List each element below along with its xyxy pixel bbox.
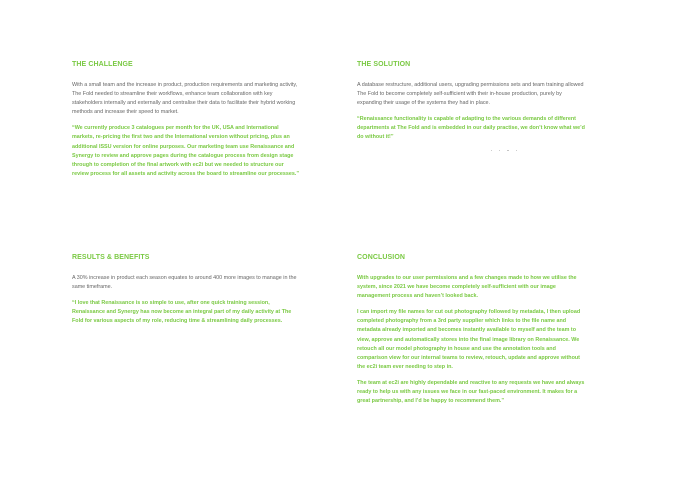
challenge-section bbox=[72, 61, 300, 186]
challenge-heading: THE CHALLENGE bbox=[72, 61, 133, 68]
conclusion-paragraph-1: With upgrades to our user permissions and a few changes made to how we utilise the system, since 2021 we have become completely self-sufficient with our image management process and haven’t looked back. bbox=[357, 275, 577, 300]
conclusion-heading: CONCLUSION bbox=[357, 254, 406, 261]
conclusion-section bbox=[357, 254, 585, 413]
solution-section bbox=[357, 61, 585, 151]
dot bbox=[507, 150, 508, 151]
solution-body: A database restructure, additional users, upgrading permissions sets and team training allowed The Fold to become completely self-sufficient with their in-house production, purely by expanding their usage of the systems they had in place. bbox=[357, 82, 584, 107]
conclusion-paragraph-3: The team at ec2i are highly dependable and reactive to any requests we have and always ready to help us with any issues we face in our fast-paced environment. It makes for a great partnership, and I’d be happy to recommend them.” bbox=[357, 379, 585, 405]
dot bbox=[491, 150, 492, 151]
conclusion-paragraph-2: I can import my file names for cut out photography followed by metadata, I then upload completed photography from a 3rd party supplier which links to the file name and metadata already imported and becomes instantly available to myself and the team to view, approve and automatically stores into the final image library on Renaissance. We retouch all our model photography in house and use the annotation tools and comparison view for our internal teams to review, retouch, update and approve without the ec2i team ever needing to step in. bbox=[357, 309, 581, 370]
dot bbox=[516, 150, 517, 151]
results-quote: “I love that Renaissance is so simple to use, after one quick training session, Renaissance and Synergy has now become an integral part of my daily activity at The Fold for various aspects of my role, reducing time & streamlining daily processes. bbox=[72, 300, 292, 325]
results-section bbox=[72, 254, 300, 333]
results-heading: RESULTS & BENEFITS bbox=[72, 254, 150, 261]
results-body: A 30% increase in product each season equates to around 400 more images to manage in the same timeframe. bbox=[72, 275, 297, 291]
dot bbox=[499, 150, 500, 151]
challenge-quote: “We currently produce 3 catalogues per month for the UK, USA and International markets, re-pricing the first two and the International version without pricing, plus an additional ISSU version for online purposes. Our marketing team use Renaissance and Synergy to review and approve pages during the catalogue process from design stage through to completion of the final artwork with ec2i but we needed to structure our review process for all assets and activity across the board to streamline our processes.” bbox=[72, 125, 300, 177]
solution-heading: THE SOLUTION bbox=[357, 61, 411, 68]
decorative-dots bbox=[491, 150, 585, 151]
challenge-body: With a small team and the increase in product, production requirements and marketing activity, The Fold needed to streamline their workflows, enhance team collaboration with key stakeholders internally and externally and centralise their data to facilitate their hybrid working methods and increase their speed to market. bbox=[72, 82, 298, 116]
solution-quote: “Renaissance functionality is capable of adapting to the various demands of different departments at The Fold and is embedded in our daily practise, we don’t know what we’d do without it!” bbox=[357, 116, 585, 141]
